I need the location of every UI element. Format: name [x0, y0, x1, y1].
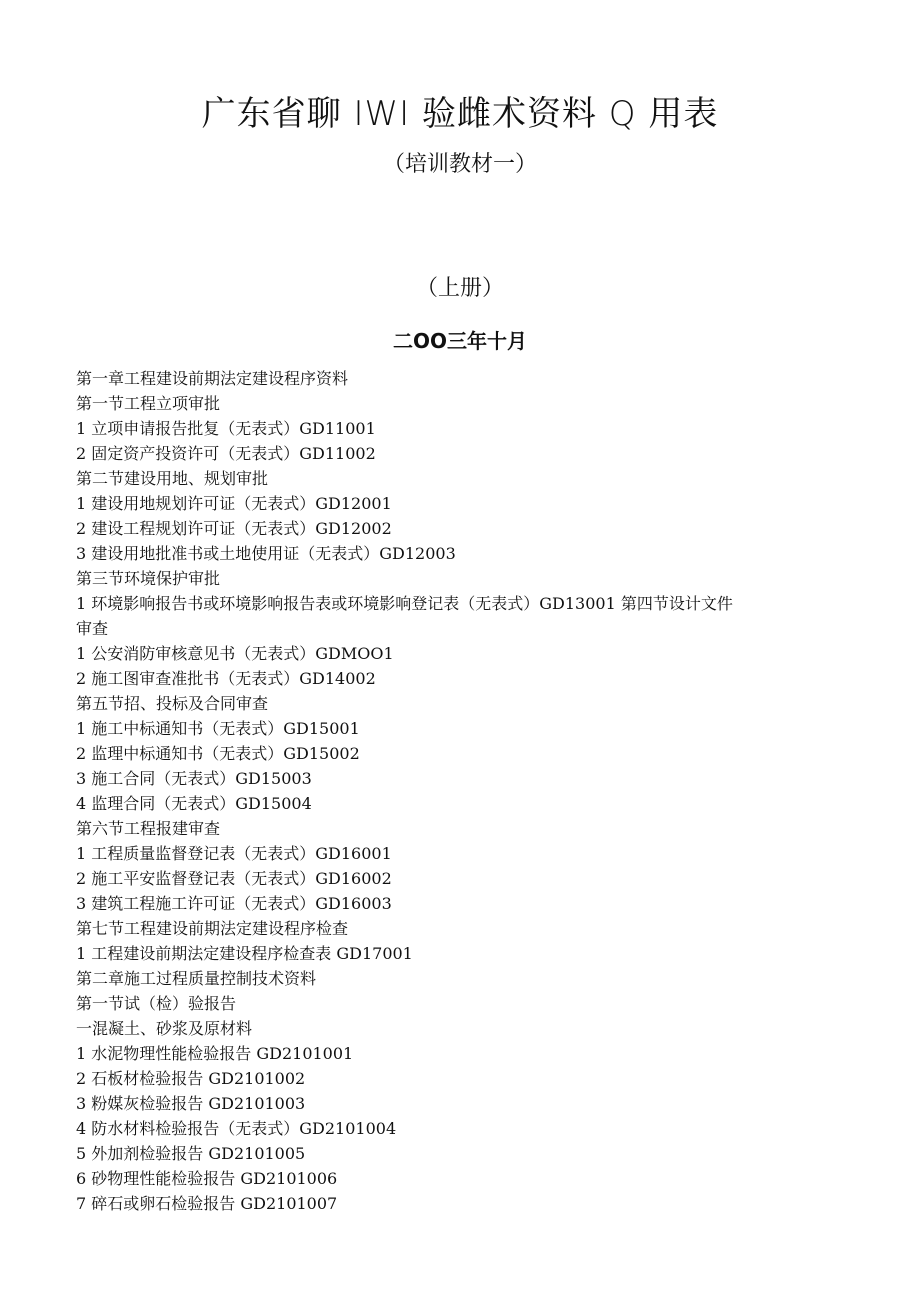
toc-line: 1 建设用地规划许可证（无表式）GD12001 [76, 494, 392, 513]
toc-line: 第一节试（检）验报告 [76, 994, 237, 1013]
toc-line: 第六节工程报建审查 [76, 819, 221, 838]
toc-line: 2 监理中标通知书（无表式）GD15002 [76, 744, 360, 763]
document-title: 广东省聊 IWI 验雌术资料 Q 用表 [201, 94, 719, 134]
toc-line: 2 固定资产投资许可（无表式）GD11002 [76, 444, 376, 463]
toc-line: 5 外加剂检验报告 GD2101005 [76, 1144, 306, 1163]
toc-line: 2 施工图审查准批书（无表式）GD14002 [76, 669, 376, 688]
toc-line: 一混凝土、砂浆及原材料 [76, 1019, 253, 1038]
toc-line: 第二节建设用地、规划审批 [76, 469, 269, 488]
toc-line: 2 施工平安监督登记表（无表式）GD16002 [76, 869, 392, 888]
toc-line: 6 砂物理性能检验报告 GD2101006 [76, 1169, 338, 1188]
toc-line: 1 立项申请报告批复（无表式）GD11001 [76, 419, 376, 438]
toc-line: 3 建筑工程施工许可证（无表式）GD16003 [76, 894, 392, 913]
toc-line: 1 施工中标通知书（无表式）GD15001 [76, 719, 360, 738]
publication-date: 二OO三年十月 [392, 329, 527, 353]
toc-line: 第一章工程建设前期法定建设程序资料 [76, 369, 349, 388]
table-of-contents [76, 366, 836, 1216]
toc-line: 1 环境影响报告书或环境影响报告表或环境影响登记表（无表式）GD13001 第四节设计文件 [76, 594, 733, 613]
toc-line: 第一节工程立项审批 [76, 394, 221, 413]
toc-line: 2 石板材检验报告 GD2101002 [76, 1069, 306, 1088]
toc-line: 3 施工合同（无表式）GD15003 [76, 769, 312, 788]
toc-line: 第三节环境保护审批 [76, 569, 221, 588]
toc-line: 1 水泥物理性能检验报告 GD2101001 [76, 1044, 354, 1063]
toc-line: 1 公安消防审核意见书（无表式）GDMOO1 [76, 644, 394, 663]
toc-line: 第七节工程建设前期法定建设程序检查 [76, 919, 349, 938]
toc-line: 2 建设工程规划许可证（无表式）GD12002 [76, 519, 392, 538]
toc-line: 1 工程质量监督登记表（无表式）GD16001 [76, 844, 392, 863]
toc-line: 第二章施工过程质量控制技术资料 [76, 969, 317, 988]
toc-line: 审查 [76, 619, 109, 638]
toc-line: 7 碎石或卵石检验报告 GD2101007 [76, 1194, 338, 1213]
toc-line: 3 建设用地批准书或土地使用证（无表式）GD12003 [76, 544, 456, 563]
toc-line: 4 监理合同（无表式）GD15004 [76, 794, 312, 813]
document-subtitle: （培训教材一） [382, 152, 537, 177]
toc-line: 第五节招、投标及合同审查 [76, 694, 269, 713]
volume-label: （上册） [415, 276, 504, 301]
toc-line: 4 防水材料检验报告（无表式）GD2101004 [76, 1119, 397, 1138]
toc-line: 3 粉媒灰检验报告 GD2101003 [76, 1094, 306, 1113]
toc-line: 1 工程建设前期法定建设程序检查表 GD17001 [76, 944, 413, 963]
